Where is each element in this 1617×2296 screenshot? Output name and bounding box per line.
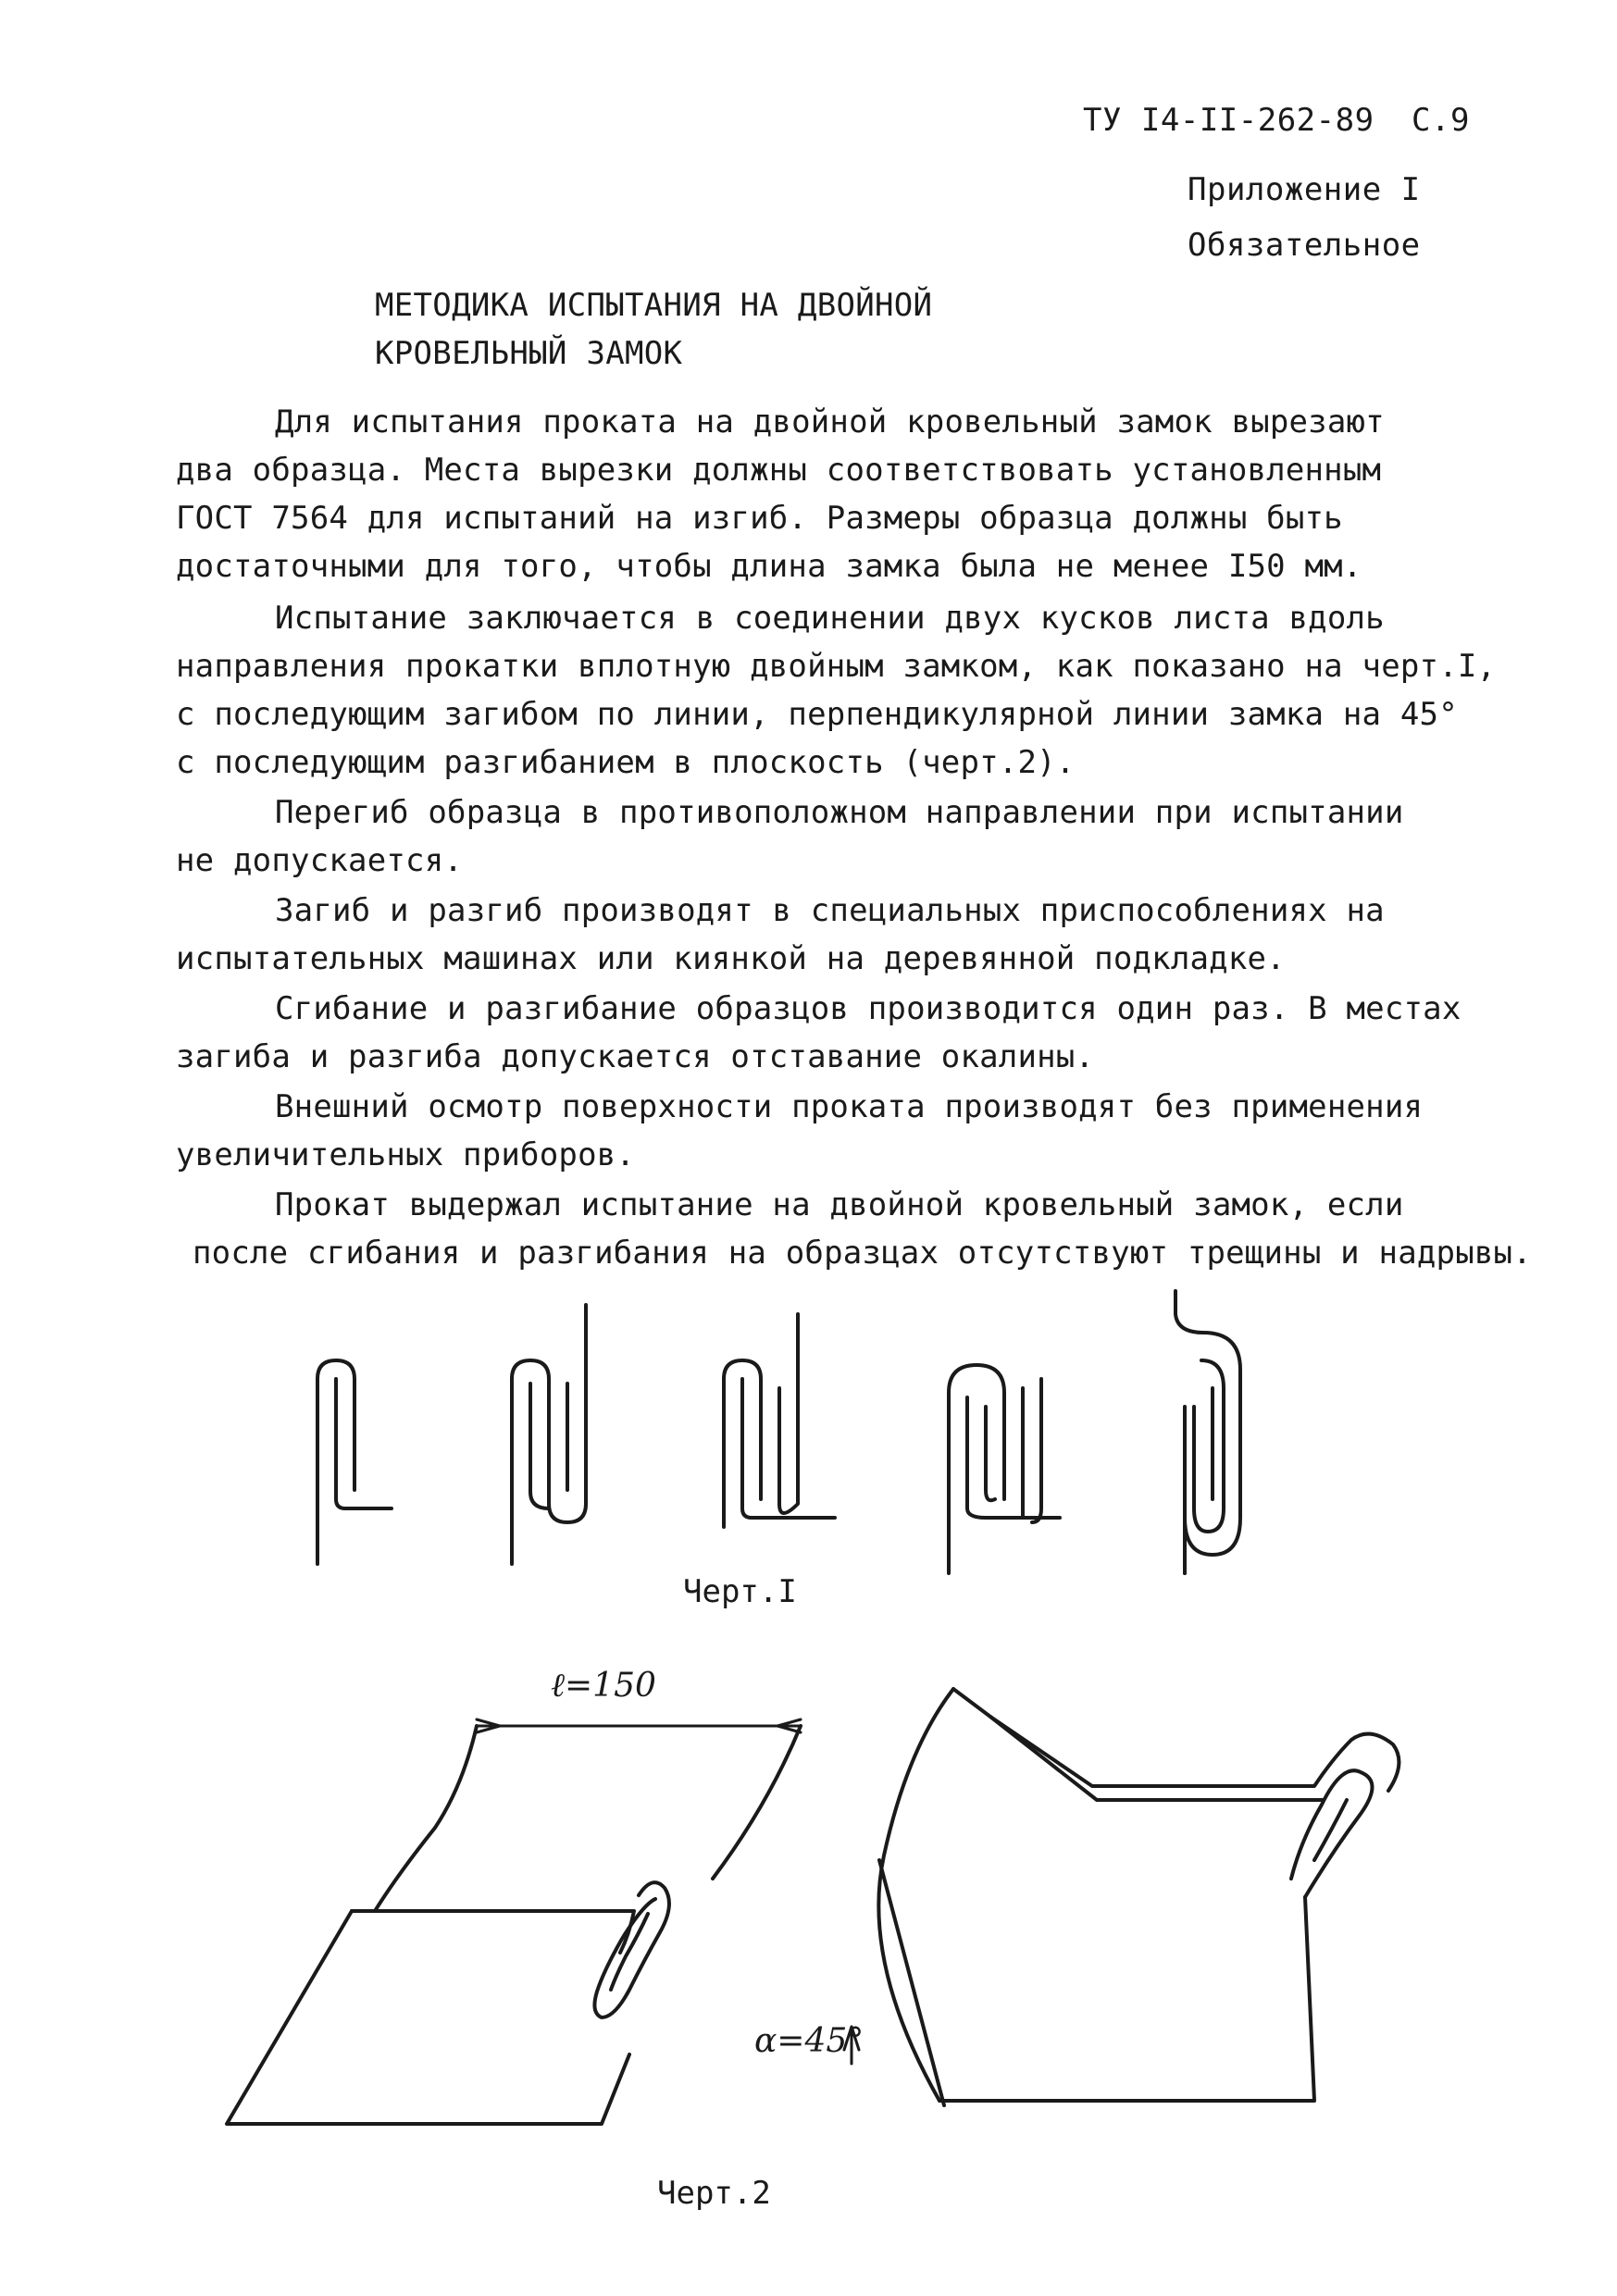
- angle-dimension-label: α=45°: [754, 2022, 864, 2060]
- text-line: Сгибание и разгибание образцов производится один раз. В местах: [275, 990, 1462, 1027]
- text-line: загиба и разгиба допускается отставание окалины.: [176, 1038, 1095, 1075]
- figure-1-caption: Черт.I: [683, 1573, 797, 1610]
- text-line: Прокат выдержал испытание на двойной кровельный замок, если: [275, 1186, 1404, 1223]
- text-line: увеличительных приборов.: [176, 1136, 636, 1173]
- page-title-line-1: МЕТОДИКА ИСПЫТАНИЯ НА ДВОЙНОЙ: [375, 287, 933, 324]
- text-line: не допускается.: [176, 842, 464, 879]
- appendix-label: Приложение I: [1188, 171, 1421, 208]
- specimen-flat: [227, 1719, 801, 2124]
- figure-2-caption: Черт.2: [657, 2175, 771, 2212]
- text-line: после сгибания и разгибания на образцах отсутствуют трещины и надрывы.: [193, 1235, 1532, 1272]
- text-line: ГОСТ 7564 для испытаний на изгиб. Размеры образца должны быть: [176, 500, 1343, 537]
- text-line: с последующим загибом по линии, перпендикулярной линии замка на 45°: [176, 696, 1458, 733]
- text-line: Перегиб образца в противоположном направлении при испытании: [275, 794, 1404, 831]
- text-line: с последующим разгибанием в плоскость (черт.2).: [176, 744, 1076, 781]
- text-line: Испытание заключается в соединении двух кусков листа вдоль: [275, 600, 1385, 637]
- length-dimension-label: ℓ=150: [551, 1667, 656, 1705]
- page-number: С.9: [1412, 102, 1470, 139]
- appendix-status: Обязательное: [1188, 227, 1421, 264]
- text-line: два образца. Места вырезки должны соответствовать установленным: [176, 452, 1382, 489]
- specimen-bent: [844, 1689, 1399, 2105]
- text-line: Для испытания проката на двойной кровельный замок вырезают: [275, 403, 1385, 441]
- text-line: направления прокатки вплотную двойным замком, как показано на черт.I,: [176, 648, 1497, 685]
- document-reference: ТУ I4-II-262-89: [1083, 102, 1374, 139]
- text-line: Загиб и разгиб производят в специальных приспособлениях на: [275, 892, 1385, 929]
- text-line: испытательных машинах или киянкой на деревянной подкладке.: [176, 940, 1286, 977]
- text-line: достаточными для того, чтобы длина замка была не менее I50 мм.: [176, 548, 1362, 585]
- page-title-line-2: КРОВЕЛЬНЫЙ ЗАМОК: [375, 335, 683, 372]
- text-line: Внешний осмотр поверхности проката производят без применения: [275, 1088, 1424, 1125]
